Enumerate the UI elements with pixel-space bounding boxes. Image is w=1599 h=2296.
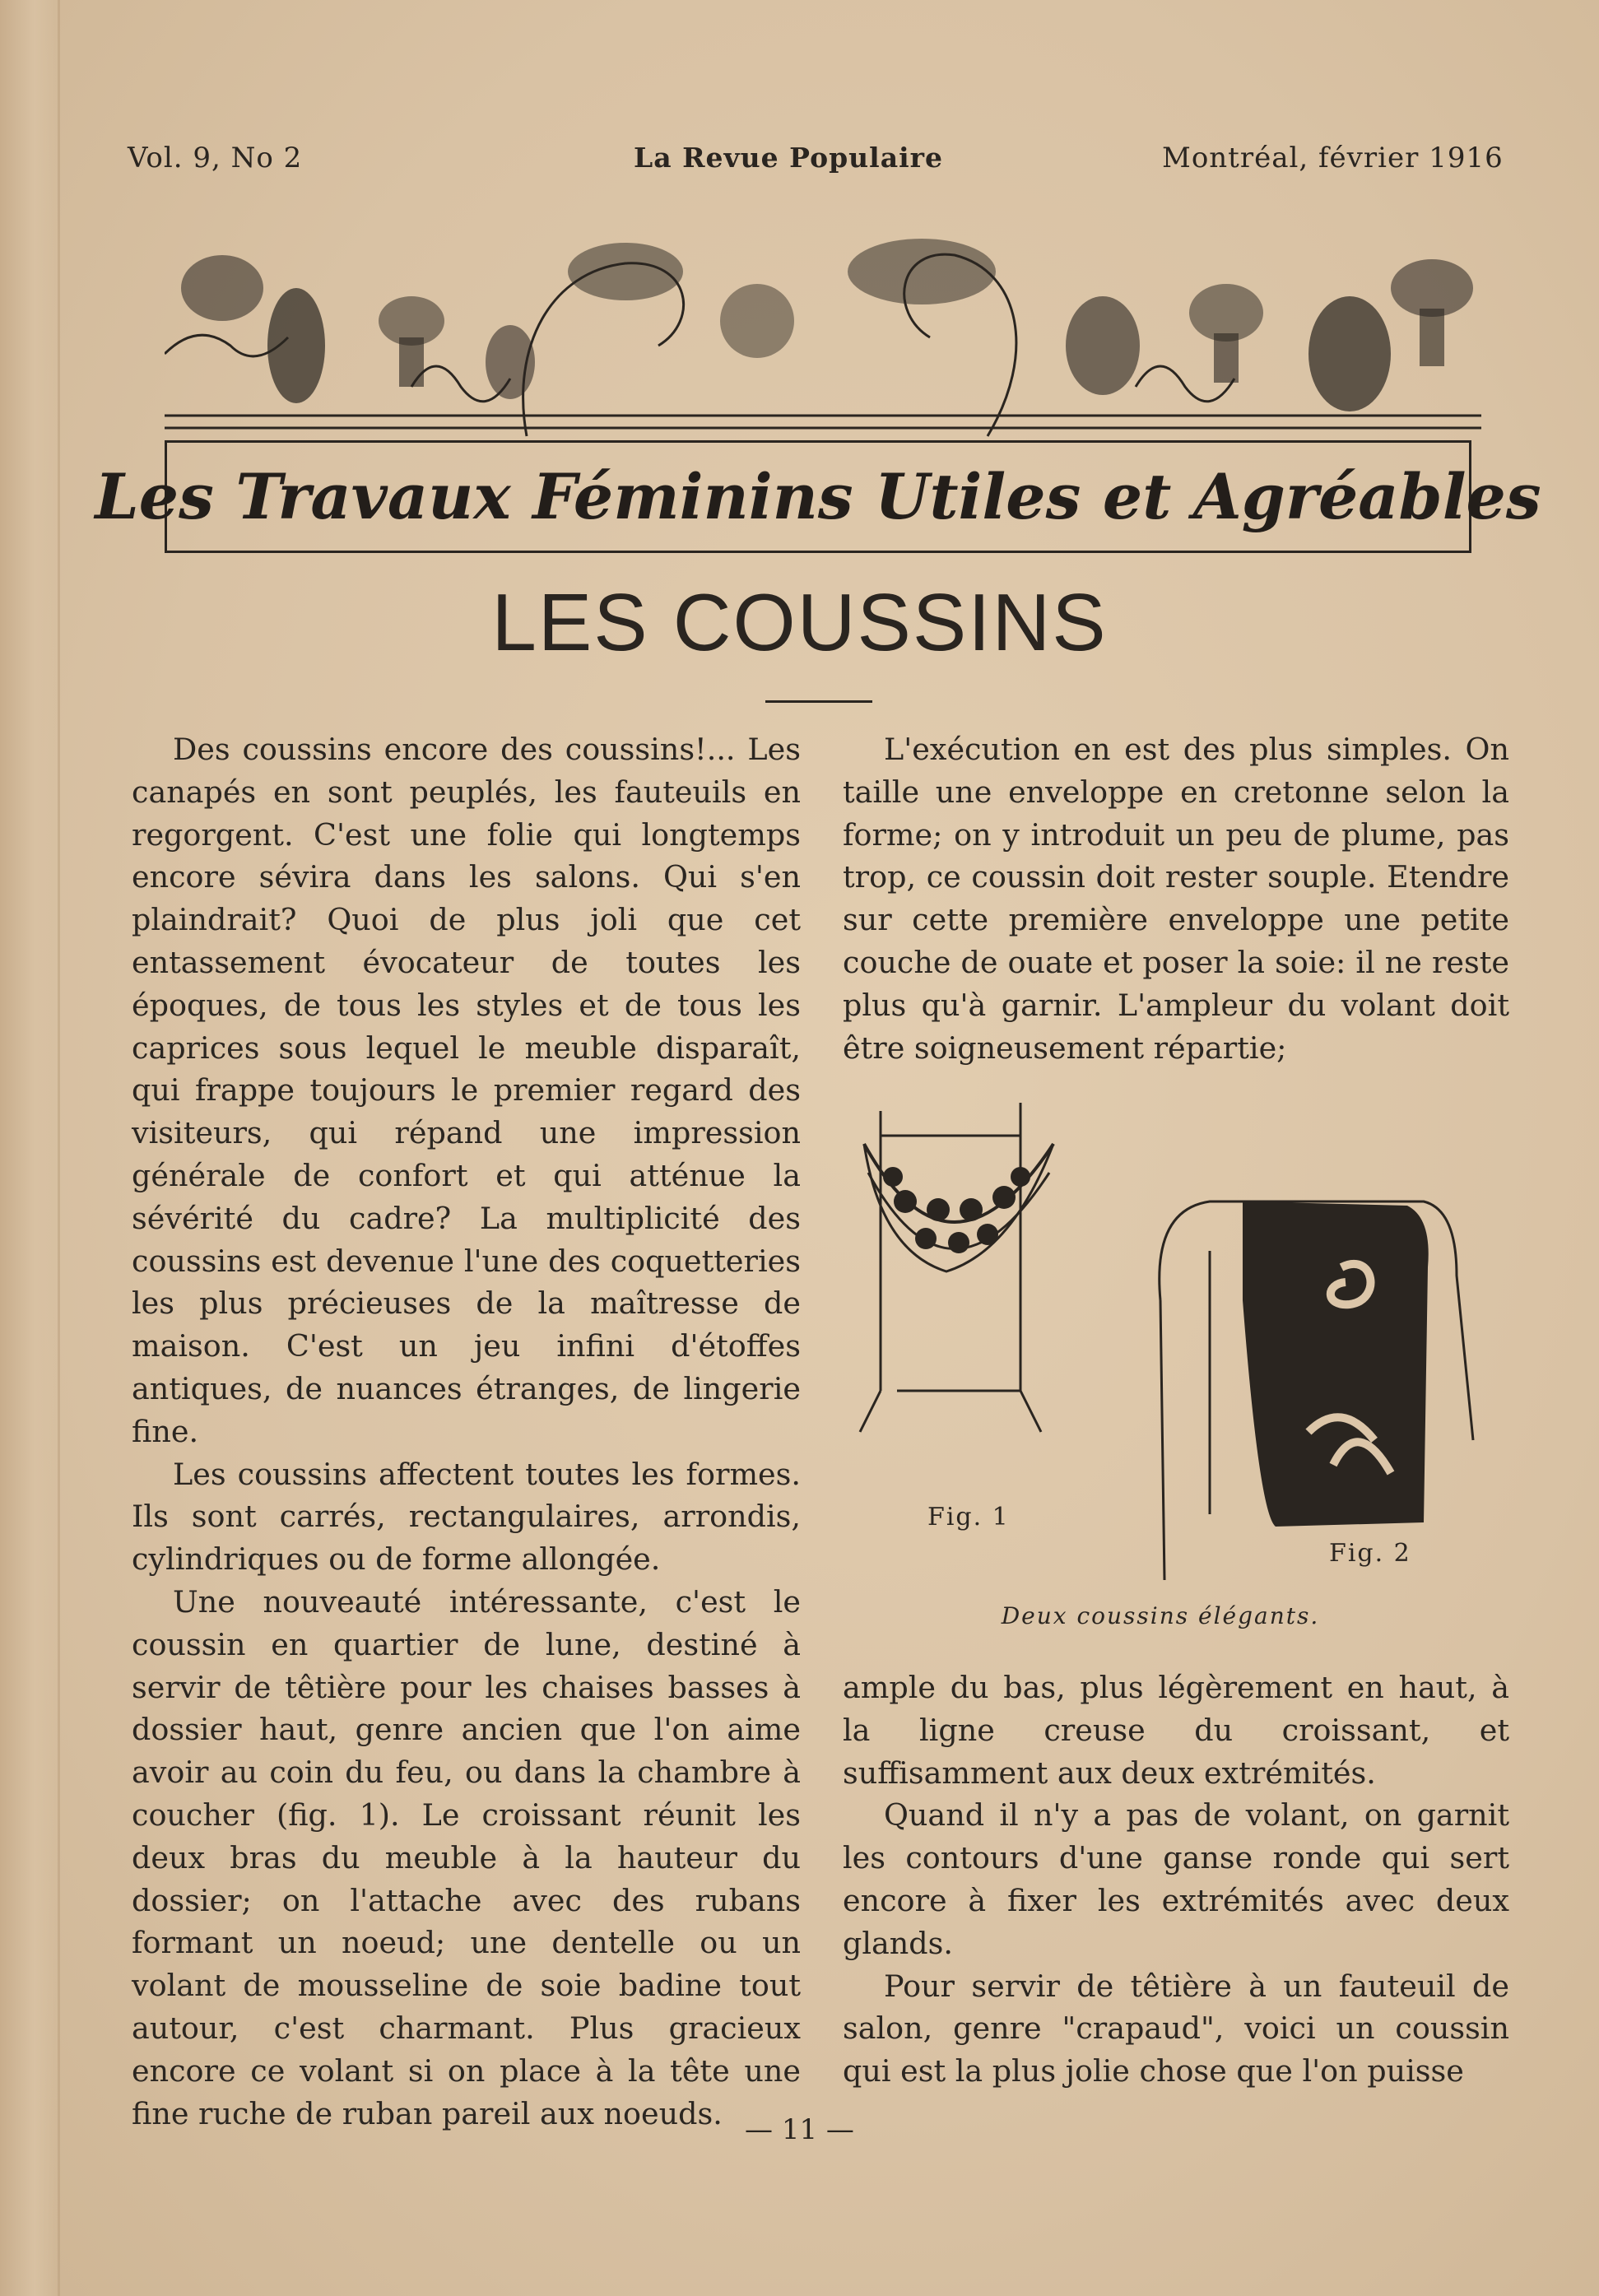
figure-1-label: Fig. 1 bbox=[927, 1503, 1010, 1531]
ornamental-banner-illustration bbox=[165, 222, 1481, 444]
volume-number: Vol. 9, No 2 bbox=[128, 142, 303, 174]
publication-name: La Revue Populaire bbox=[634, 142, 943, 174]
issue-date: Montréal, février 1916 bbox=[1162, 142, 1504, 174]
figure-caption: Deux coussins élégants. bbox=[1001, 1602, 1320, 1629]
paragraph: ample du bas, plus légèrement en haut, à la ligne creuse du croissant, et suffisamment aux deux extrémités. bbox=[843, 1670, 1509, 1791]
paragraph: Quand il n'y a pas de volant, on garnit les contours d'une ganse ronde qui sert encore à fixer les extrémités avec deux glands. bbox=[843, 1797, 1509, 1961]
paragraph: Pour servir de têtière à un fauteuil de salon, genre "crapaud", voici un coussin qui est la plus jolie chose que l'on puisse bbox=[843, 1968, 1509, 2089]
right-column-bottom bbox=[843, 1666, 1509, 2093]
binding-fold bbox=[58, 0, 60, 2296]
paragraph: L'exécution en est des plus simples. On taille une enveloppe en cretonne selon la forme; on y introduit un peu de plume, pas trop, ce coussin doit rester souple. Etendre sur cette première enveloppe une petite couche de ouate et poser la soie: il ne reste plus qu'à garnir. L'ampleur du volant doit être soigneusement répartie; bbox=[843, 732, 1509, 1066]
figure-2-label: Fig. 2 bbox=[1329, 1539, 1411, 1568]
page-number: — 11 — bbox=[745, 2113, 854, 2146]
page-edge-shadow bbox=[0, 0, 58, 2296]
title-divider bbox=[765, 700, 872, 703]
paragraph: Une nouveauté intéressante, c'est le coussin en quartier de lune, destiné à servir de têtière pour les chaises basses à dossier haut, genre ancien que l'on aime avoir au coin du feu, ou dans la chambre à coucher (fig. 1). Le croissant réunit les deux bras du meuble à la hauteur du dossier; on l'attache avec des rubans formant un noeud; une dentelle ou un volant de mousseline de soie badine tout autour, c'est charmant. Plus gracieux encore ce volant si on place à la tête une fine ruche de ruban pareil aux noeuds. bbox=[132, 1583, 801, 2131]
article-title: LES COUSSINS bbox=[491, 577, 1108, 667]
paragraph: Des coussins encore des coussins!... Les canapés en sont peuplés, les fauteuils en regorgent. C'est une folie qui longtemps encore sévira dans les salons. Qui s'en plaindrait? Quoi de plus joli que cet entassement évocateur de toutes les époques, de tous les styles et de tous les caprices sous lequel le meuble disparaît, qui frappe toujours le premier regard des visiteurs, qui répand une impression générale de confort et qui atténue la sévérité du cadre? La multiplicité des coussins est devenue l'une des coquetteries les plus précieuses de la maîtresse de maison. C'est un jeu infini d'étoffes antiques, de nuances étranges, de lingerie fine. bbox=[132, 732, 801, 1449]
section-banner-box bbox=[95, 440, 1541, 553]
paragraph: Les coussins affectent toutes les formes. Ils sont carrés, rectangulaires, arrondis, cylindriques ou de forme allongée. bbox=[132, 1456, 801, 1578]
section-banner-title: Les Travaux Féminins Utiles et Agréables bbox=[95, 460, 1541, 533]
left-column bbox=[132, 728, 801, 2135]
right-column-top bbox=[843, 728, 1509, 1069]
